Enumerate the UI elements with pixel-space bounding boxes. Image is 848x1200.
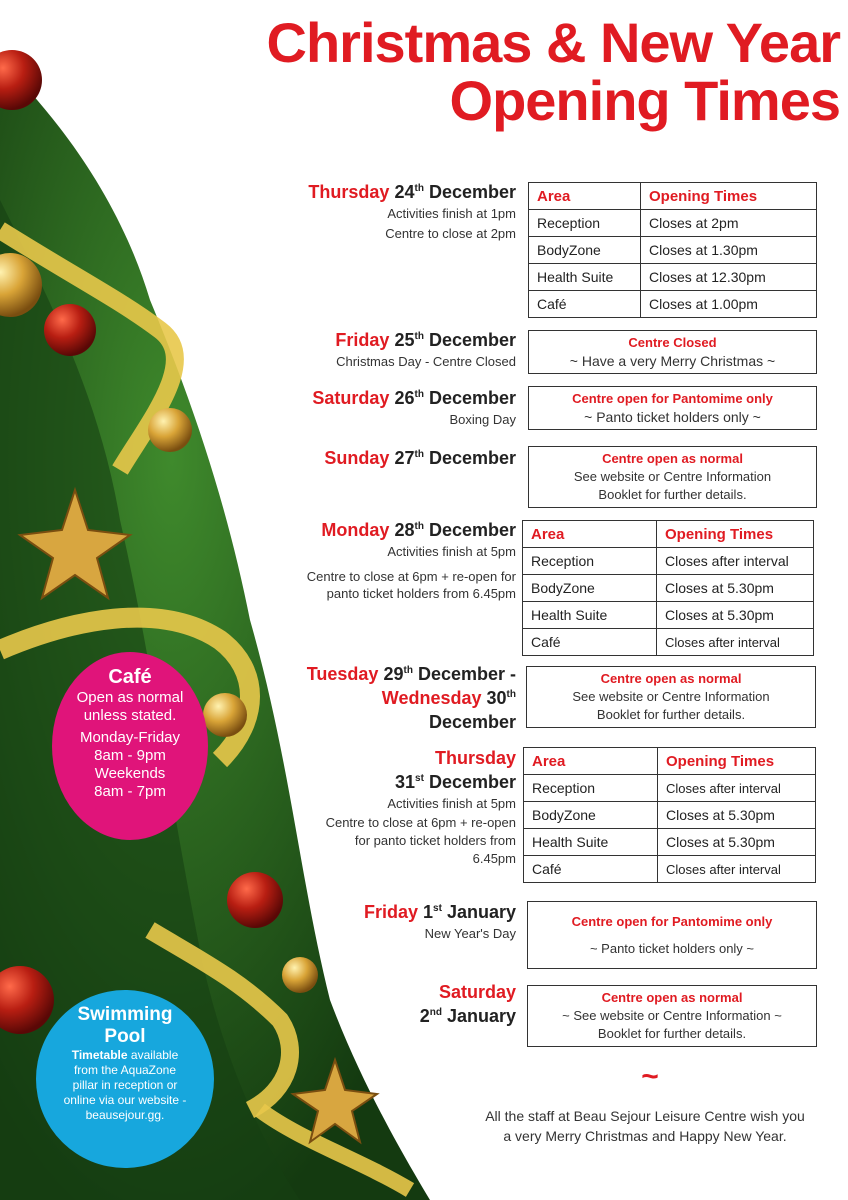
notice-heading: Centre open as normal (602, 451, 743, 466)
cafe-text: Weekends (94, 765, 166, 782)
table-cell: Café (523, 629, 657, 656)
notice-text: ~ Panto ticket holders only ~ (589, 940, 755, 956)
day-suffix: st (415, 773, 424, 784)
table-row (523, 548, 814, 575)
day-month: December (428, 772, 516, 792)
notice-heading: Centre open as normal (601, 990, 743, 1005)
table-cell: Closes after interval (657, 548, 814, 575)
cafe-text: Open as normal (76, 689, 184, 706)
cafe-title: Café (108, 666, 152, 688)
swimming-pool-badge (36, 990, 214, 1168)
day-note: Boxing Day (449, 412, 516, 427)
table-cell: Closes at 2pm (641, 210, 817, 237)
table-cell: Health Suite (523, 602, 657, 629)
day-note: Activities finish at 1pm (387, 206, 516, 221)
table-cell: Café (524, 856, 658, 883)
day-saturday-26 (312, 386, 516, 430)
table-cell: Closes after interval (658, 775, 816, 802)
day-saturday-2 (420, 980, 516, 1028)
table-cell: Health Suite (524, 829, 658, 856)
page-title (110, 11, 840, 132)
notice-text: Booklet for further details. (597, 1026, 747, 1041)
notice-box-25 (528, 330, 817, 374)
day-suffix: th (506, 689, 516, 700)
tilde-divider: ~ (641, 1060, 659, 1093)
day-note: Activities finish at 5pm (387, 544, 516, 559)
title-line-1: Christmas & New Year (266, 11, 840, 74)
day-sunday-27 (324, 446, 516, 470)
table-row (523, 602, 814, 629)
opening-times-table-31 (523, 747, 816, 883)
table-cell: Café (529, 291, 641, 318)
day-month: December - (417, 664, 516, 684)
day-suffix: th (414, 389, 424, 400)
notice-box-27 (528, 446, 817, 508)
table-row (529, 237, 817, 264)
day-number: 2 (419, 1006, 430, 1026)
day-name: Sunday (324, 448, 390, 468)
pool-text: from the AquaZone (73, 1063, 177, 1077)
title-line-2: Opening Times (449, 69, 840, 132)
day-number: 30 (486, 688, 507, 708)
table-cell: BodyZone (529, 237, 641, 264)
day-number: 24 (394, 182, 415, 202)
table-cell: Health Suite (529, 264, 641, 291)
table-row (523, 575, 814, 602)
day-friday-1 (364, 900, 516, 944)
day-number: 28 (394, 520, 415, 540)
day-monday-28 (307, 518, 516, 602)
ornament-gold (203, 693, 247, 737)
day-name: Wednesday (381, 688, 482, 708)
day-number: 31 (395, 772, 416, 792)
table-cell: Closes at 5.30pm (658, 829, 816, 856)
notice-box-1 (527, 901, 817, 969)
day-name: Saturday (312, 388, 390, 408)
notice-text: Booklet for further details. (596, 707, 746, 722)
notice-box-2 (527, 985, 817, 1047)
table-header-cell: Opening Times (641, 183, 817, 210)
notice-text: ~ Panto ticket holders only ~ (584, 409, 761, 425)
day-month: December (428, 330, 516, 350)
table-cell: Closes at 5.30pm (657, 575, 814, 602)
ornament-red (44, 304, 96, 356)
day-note: for panto ticket holders from (354, 833, 516, 848)
table-header-row (523, 521, 814, 548)
notice-text: ~ Have a very Merry Christmas ~ (569, 353, 776, 369)
day-thursday-24 (308, 180, 516, 244)
pool-title: Swimming (77, 1004, 173, 1025)
day-note: Christmas Day - Centre Closed (336, 354, 516, 369)
day-suffix: nd (429, 1007, 442, 1018)
day-name: Thursday (308, 182, 390, 202)
day-month: December (428, 448, 516, 468)
day-month: December (428, 388, 516, 408)
table-cell: Reception (523, 548, 657, 575)
table-cell: Closes at 5.30pm (658, 802, 816, 829)
day-name: Thursday (434, 748, 516, 768)
table-cell: Closes at 12.30pm (641, 264, 817, 291)
day-note: Centre to close at 6pm + re-open (325, 815, 516, 830)
day-number: 25 (394, 330, 415, 350)
day-friday-25 (335, 328, 516, 372)
pool-text: pillar in reception or (72, 1078, 178, 1092)
opening-times-table-24 (528, 182, 817, 318)
ornament-red (227, 872, 283, 928)
day-suffix: th (414, 331, 424, 342)
notice-text: ~ See website or Centre Information ~ (562, 1008, 782, 1023)
table-row (524, 802, 816, 829)
day-number: 27 (394, 448, 415, 468)
day-note: Centre to close at 2pm (385, 226, 516, 241)
table-header-cell: Area (529, 183, 641, 210)
day-name: Tuesday (306, 664, 379, 684)
day-note: Centre to close at 6pm + re-open for (306, 569, 516, 584)
table-cell: Closes at 5.30pm (657, 602, 814, 629)
day-number: 26 (394, 388, 415, 408)
table-row (529, 264, 817, 291)
footer-text: All the staff at Beau Sejour Leisure Centre wish you (485, 1108, 805, 1124)
table-row (524, 829, 816, 856)
day-suffix: th (414, 521, 424, 532)
table-row (529, 210, 817, 237)
ornament-gold (148, 408, 192, 452)
footer-message (450, 1106, 840, 1146)
table-cell: Closes at 1.30pm (641, 237, 817, 264)
table-cell: BodyZone (523, 575, 657, 602)
day-note: 6.45pm (472, 851, 516, 866)
table-header-cell: Area (523, 521, 657, 548)
day-name: Saturday (438, 982, 516, 1002)
day-suffix: st (433, 903, 442, 914)
table-cell: Reception (529, 210, 641, 237)
table-row (529, 291, 817, 318)
table-header-row (529, 183, 817, 210)
day-note: Activities finish at 5pm (387, 796, 516, 811)
notice-heading: Centre Closed (628, 335, 717, 350)
opening-times-table-28 (522, 520, 814, 656)
table-header-cell: Opening Times (657, 521, 814, 548)
table-cell: Closes after interval (657, 629, 814, 656)
day-month: December (428, 520, 516, 540)
table-cell: BodyZone (524, 802, 658, 829)
cafe-text: 8am - 9pm (94, 747, 166, 764)
notice-box-29 (526, 666, 816, 728)
table-cell: Closes at 1.00pm (641, 291, 817, 318)
pool-text: beausejour.gg. (85, 1108, 165, 1122)
cafe-text: unless stated. (83, 707, 177, 724)
notice-text: See website or Centre Information (572, 689, 770, 704)
pool-title: Pool (104, 1026, 146, 1047)
day-suffix: th (403, 665, 413, 676)
day-month: January (446, 1006, 516, 1026)
day-tuesday-29-wednesday-30 (307, 662, 516, 734)
pool-text: available (130, 1048, 179, 1062)
day-thursday-31 (326, 746, 516, 868)
day-month: December (428, 712, 516, 732)
table-cell: Closes after interval (658, 856, 816, 883)
notice-text: See website or Centre Information (573, 469, 772, 484)
day-name: Monday (321, 520, 390, 540)
day-name: Friday (363, 902, 418, 922)
day-month: December (428, 182, 516, 202)
cafe-hours-badge (52, 652, 208, 840)
table-row (524, 856, 816, 883)
day-month: January (446, 902, 516, 922)
table-row (523, 629, 814, 656)
table-row (524, 775, 816, 802)
day-suffix: th (414, 183, 424, 194)
day-name: Friday (335, 330, 390, 350)
day-note: New Year's Day (424, 926, 516, 941)
table-cell: Reception (524, 775, 658, 802)
notice-box-26 (528, 386, 817, 430)
notice-text: Booklet for further details. (598, 487, 747, 502)
footer-text: a very Merry Christmas and Happy New Year. (503, 1128, 787, 1144)
day-number: 1 (423, 902, 434, 922)
notice-heading: Centre open for Pantomime only (571, 913, 773, 929)
pool-bold-text: Timetable (71, 1048, 128, 1062)
pool-text: online via our website - (63, 1093, 187, 1107)
table-header-cell: Area (524, 748, 658, 775)
cafe-text: Monday-Friday (79, 729, 181, 746)
cafe-text: 8am - 7pm (94, 783, 166, 800)
day-number: 29 (383, 664, 404, 684)
day-note: panto ticket holders from 6.45pm (326, 586, 516, 601)
notice-heading: Centre open for Pantomime only (572, 391, 773, 406)
ornament-gold (282, 957, 318, 993)
table-header-cell: Opening Times (658, 748, 816, 775)
notice-heading: Centre open as normal (600, 671, 742, 686)
day-suffix: th (414, 449, 424, 460)
table-header-row (524, 748, 816, 775)
